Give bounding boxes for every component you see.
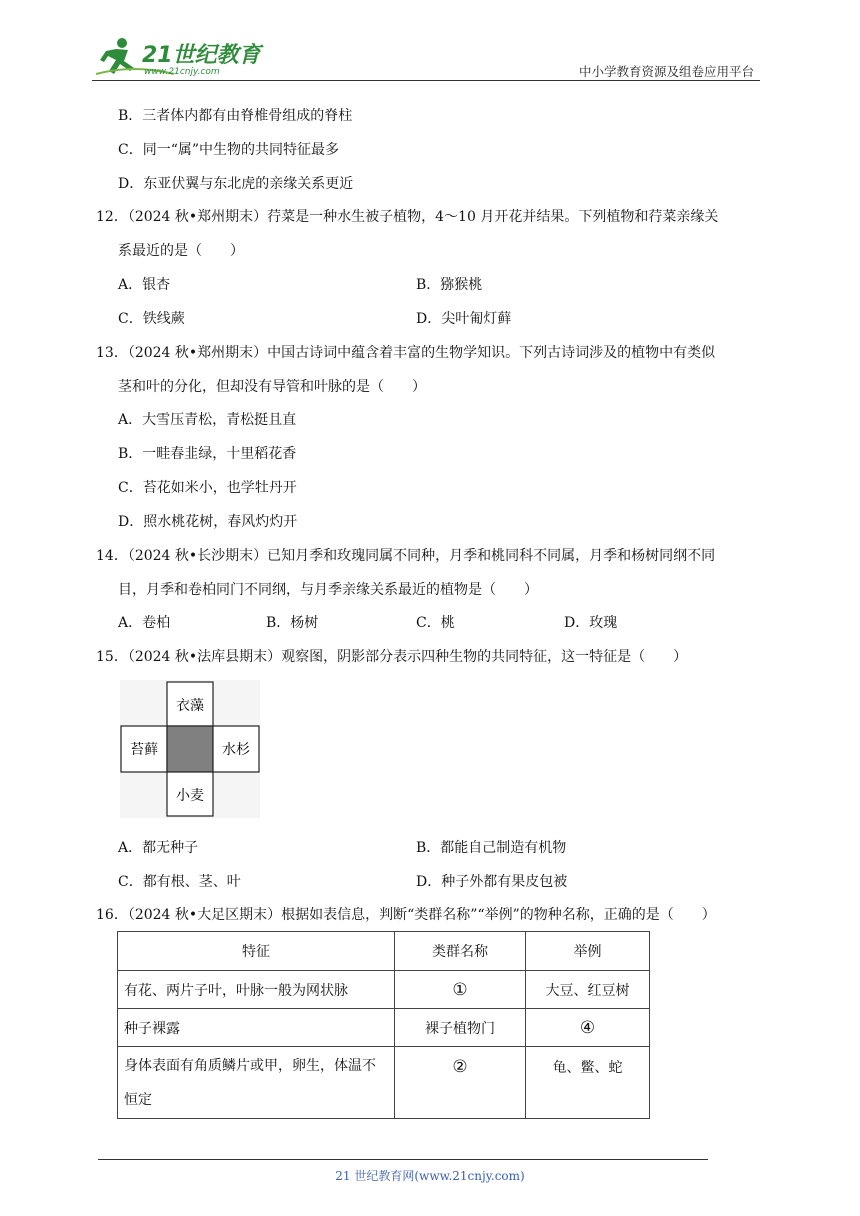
q12-option-c: C．铁线蕨 [118,311,185,327]
q12-option-d: D．尖叶匍灯藓 [416,311,512,327]
q12-stem-line2: 系最近的是（ ） [118,243,244,259]
table-cell: 大豆、红豆树 [526,971,650,1009]
q13-stem-line1: 13．（2024 秋•郑州期末）中国古诗词中蕴含着丰富的生物学知识。下列古诗词涉及的植物中有类似 [96,345,716,361]
table-cell: 裸子植物门 [395,1009,526,1047]
q16-stem: 16．（2024 秋•大足区期末）根据如表信息，判断“类群名称”“举例”的物种名称，正确的是（ ） [96,907,716,923]
table-header-cell: 举例 [526,932,650,971]
q14-option-c: C．桃 [416,615,455,631]
q13-option-c: C．苔花如米小，也学牡丹开 [118,480,297,496]
diagram-label-bottom: 小麦 [176,788,204,804]
table-cell-line2: 恒定 [124,1092,152,1108]
table-cell: ④ [526,1009,650,1047]
table-cell-line1: 身体表面有角质鳞片或甲，卵生，体温不 [124,1058,376,1074]
table-cell: ② [395,1047,526,1119]
diagram-label-right: 水杉 [222,742,250,758]
table-header-cell: 类群名称 [395,932,526,971]
table-row [118,971,650,1009]
q13-stem-line2: 茎和叶的分化，但却没有导管和叶脉的是（ ） [118,379,426,395]
q12-option-a: A．银杏 [118,277,171,293]
diagram-shaded-cell [167,726,213,772]
logo-sub-text: www.21cnjy.com [144,67,220,77]
table-header-row [118,932,650,971]
table-row [118,1047,650,1119]
q15-option-b: B．都能自己制造有机物 [416,840,567,856]
table-cell: 龟、鳖、蛇 [526,1047,650,1119]
q13-option-d: D．照水桃花树，春风灼灼开 [118,514,298,530]
logo-main-text: 21世纪教育 [142,43,261,68]
q14-option-d: D．玫瑰 [564,615,618,631]
platform-name: 中小学教育资源及组卷应用平台 [578,64,754,79]
q12-option-b: B．猕猴桃 [416,277,483,293]
q14-option-b: B．杨树 [266,615,319,631]
q13-option-b: B．一畦春韭绿，十里稻花香 [118,446,297,462]
q11-option-b: B．三者体内都有由脊椎骨组成的脊柱 [118,108,353,124]
site-logo [94,34,264,80]
q11-option-c: C．同一“属”中生物的共同特征最多 [118,142,340,158]
table-header-cell: 特征 [118,932,395,971]
table-cell: 有花、两片子叶，叶脉一般为网状脉 [118,971,395,1009]
q15-stem: 15．（2024 秋•法库县期末）观察图，阴影部分表示四种生物的共同特征，这一特征是（ ） [96,649,688,665]
diagram-label-left: 苔藓 [130,742,158,758]
table-cell [118,1047,395,1119]
header-divider [92,80,760,81]
q11-option-d: D．东亚伏翼与东北虎的亲缘关系更近 [118,176,354,192]
q15-cross-diagram [120,680,260,818]
q14-option-a: A．卷柏 [118,615,171,631]
q15-option-c: C．都有根、茎、叶 [118,874,241,890]
footer-text: 21 世纪教育网(www.21cnjy.com) [335,1169,525,1183]
q12-stem-line1: 12．（2024 秋•郑州期末）荇菜是一种水生被子植物，4～10 月开花并结果。下列植物和荇菜亲缘关 [96,209,719,225]
table-row [118,1009,650,1047]
table-cell: 种子裸露 [118,1009,395,1047]
footer-divider [98,1159,708,1160]
diagram-label-top: 衣藻 [176,698,204,714]
q15-option-d: D．种子外都有果皮包被 [416,874,568,890]
table-cell: ① [395,971,526,1009]
q13-option-a: A．大雪压青松，青松挺且直 [118,412,297,428]
q14-stem-line1: 14．（2024 秋•长沙期末）已知月季和玫瑰同属不同种，月季和桃同科不同属，月季和杨树同纲不同 [96,548,716,564]
q14-stem-line2: 目，月季和卷柏同门不同纲，与月季亲缘关系最近的植物是（ ） [118,582,538,598]
q16-table [117,931,650,1119]
q15-option-a: A．都无种子 [118,840,199,856]
